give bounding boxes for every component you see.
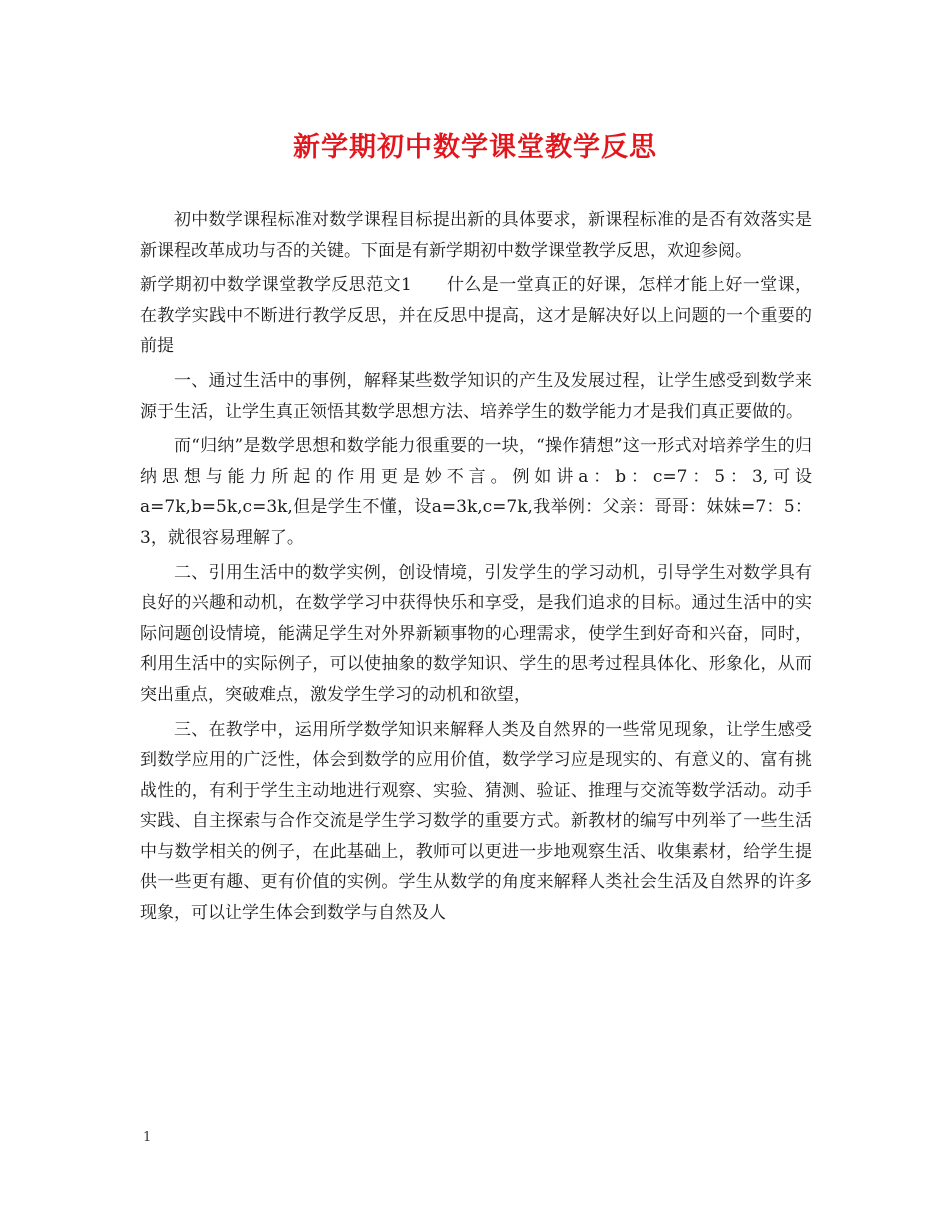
paragraph-point-two: 二、引用生活中的数学实例，创设情境，引发学生的学习动机，引导学生对数学具有良好的兴趣和动机，在数学学习中获得快乐和享受，是我们追求的目标。通过生活中的实际问题创设情境，能满足学生对外界新颖事物的心理需求，使学生到好奇和兴奋，同时，利用生活中的实际例子，可以使抽象的数学知识、学生的思考过程具体化、形象化，从而突出重点，突破难点，激发学生学习的动机和欲望，	[140, 562, 812, 705]
document-body	[140, 205, 812, 933]
paragraph-induction: 而“归纳”是数学思想和数学能力很重要的一块，“操作猜想”这一形式对培养学生的归纳思想与能力所起的作用更是妙不言。例如讲a：b：c=7：5：3,可设a=7k,b=5k,c=3k,但是学生不懂，设a=3k,c=7k,我举例：父亲：哥哥：妹妹=7：5：3，就很容易理解了。	[140, 436, 812, 548]
page-number: 1	[143, 1130, 152, 1145]
paragraph-point-one: 一、通过生活中的事例，解释某些数学知识的产生及发展过程，让学生感受到数学来源于生活，让学生真正领悟其数学思想方法、培养学生的数学能力才是我们真正要做的。	[140, 370, 812, 422]
paragraph-sample-heading: 新学期初中数学课堂教学反思范文1 什么是一堂真正的好课，怎样才能上好一堂课，在教学实践中不断进行教学反思，并在反思中提高，这才是解决好以上问题的一个重要的前提	[140, 275, 812, 357]
document-title: 新学期初中数学课堂教学反思	[293, 132, 657, 163]
paragraph-point-three: 三、在教学中，运用所学数学知识来解释人类及自然界的一些常见现象，让学生感受到数学应用的广泛性，体会到数学的应用价值，数学学习应是现实的、有意义的、富有挑战性的，有利于学生主动地进行观察、实验、猜测、验证、推理与交流等数学活动。动手实践、自主探索与合作交流是学生学习数学的重要方式。新教材的编写中列举了一些生活中与数学相关的例子，在此基础上，教师可以更进一步地观察生活、收集素材，给学生提供一些更有趣、更有价值的实例。学生从数学的角度来解释人类社会生活及自然界的许多现象，可以让学生体会到数学与自然及人	[140, 719, 812, 924]
paragraph-intro: 初中数学课程标准对数学课程目标提出新的具体要求，新课程标准的是否有效落实是新课程改革成功与否的关键。下面是有新学期初中数学课堂教学反思，欢迎参阅。	[140, 210, 812, 261]
